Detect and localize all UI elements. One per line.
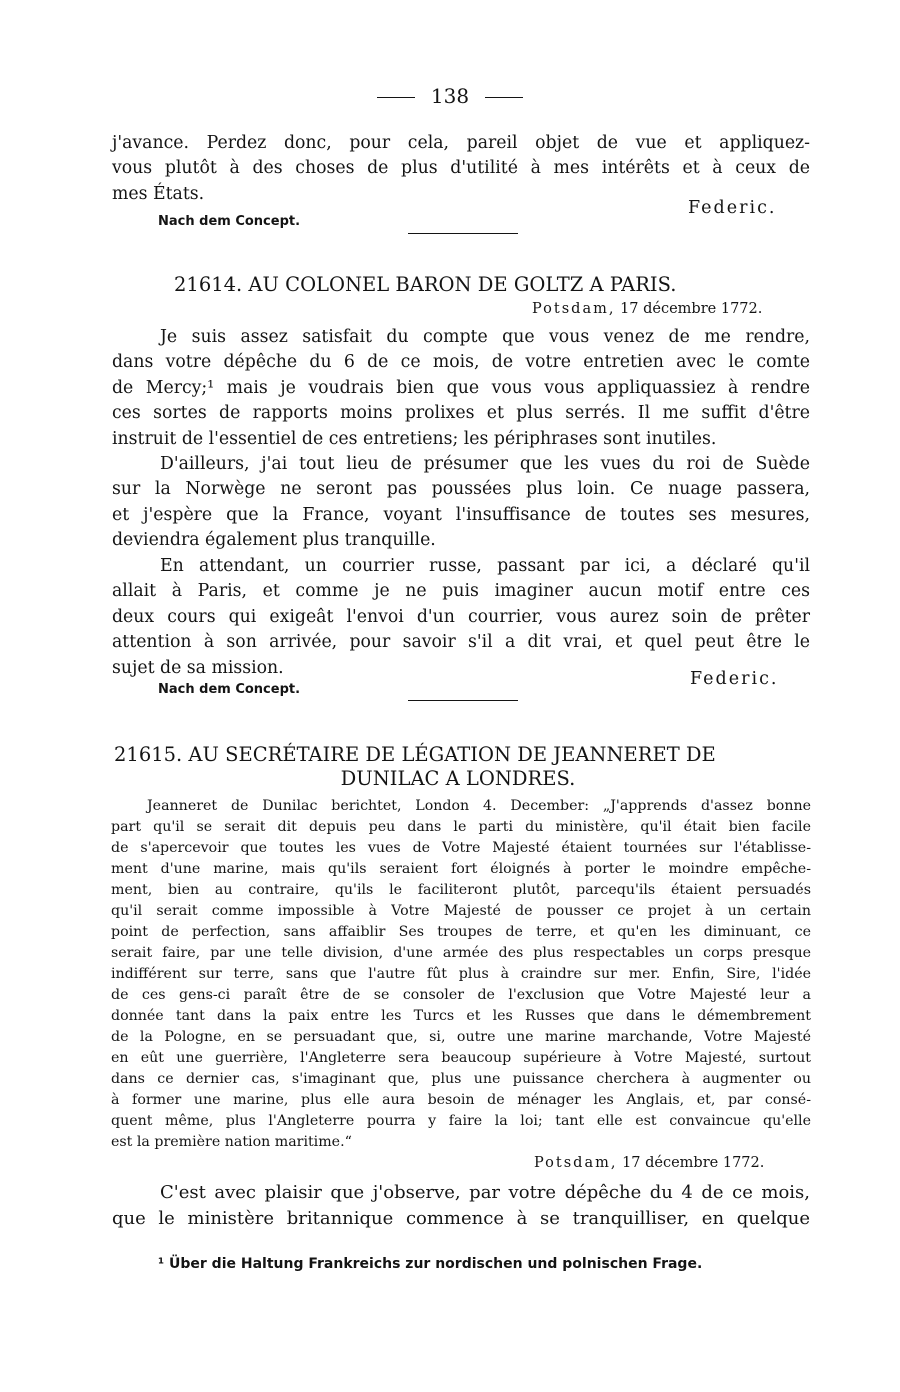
text-line: indifférent sur terre, sans que l'autre fût plus à craindre sur mer. Enfin, Sire, l'idée: [111, 966, 811, 982]
text-line: ment d'une marine, mais qu'ils seraient fort éloignés à porter le moindre empêche-: [111, 861, 811, 877]
text-line: deviendra également plus tranquille.: [112, 530, 436, 551]
text-line: vous plutôt à des choses de plus d'utilité à mes intérêts et à ceux de: [112, 158, 810, 179]
letter-paragraph: [112, 325, 810, 452]
signature: Federic.: [690, 669, 779, 689]
dateline-place: Potsdam,: [534, 1155, 618, 1171]
text-line: instruit de l'essentiel de ces entretiens; les périphrases sont inutiles.: [112, 428, 717, 449]
letter-paragraph: [112, 452, 810, 554]
text-line: de la Pologne, en se persuadant que, si, outre une marine marchande, Votre Majesté: [111, 1029, 811, 1045]
text-line: mes États.: [112, 183, 205, 204]
text-line: de Mercy;¹ mais je voudrais bien que vous vous appliquassiez à rendre: [112, 377, 810, 398]
text-line: est la première nation maritime.“: [111, 1134, 352, 1150]
text-line: qu'il serait comme impossible à Votre Majesté de pousser ce projet à un certain: [111, 903, 811, 919]
footnote: ¹ Über die Haltung Frankreichs zur nordischen und polnischen Frage.: [158, 1256, 703, 1272]
text-line: part qu'il se serait dit depuis peu dans le parti du ministère, qu'il était bien facile: [111, 819, 811, 835]
text-line: de ces gens-ci paraît être de se consoler de l'exclusion que Votre Majesté leur a: [111, 987, 811, 1003]
text-line: C'est avec plaisir que j'observe, par votre dépêche du 4 de ce mois,: [160, 1182, 810, 1203]
text-line: de s'apercevoir que toutes les vues de Votre Majesté étaient tournées sur l'établisse-: [111, 840, 811, 856]
text-line: que le ministère britannique commence à se tranquilliser, en quelque: [112, 1208, 810, 1229]
dateline-date: 17 décembre 1772.: [622, 1155, 765, 1171]
letter-heading: 21615. AU SECRÉTAIRE DE LÉGATION DE JEANNERET DE: [114, 743, 716, 766]
letter-heading-line2: DUNILAC A LONDRES.: [340, 767, 576, 790]
text-line: serait faire, par une telle division, d'une armée des plus respectables un corps presque: [111, 945, 811, 961]
text-line: dans votre dépêche du 6 de ce mois, de votre entretien avec le comte: [112, 352, 810, 373]
text-line: ces sortes de rapports moins prolixes et plus serrés. Il me suffit d'être: [112, 403, 810, 424]
text-line: attention à son arrivée, pour savoir s'il a dit vrai, et quel peut être le: [112, 632, 810, 653]
signature: Federic.: [688, 198, 777, 218]
text-line: en eût une guerrière, l'Angleterre sera beaucoup supérieure à Votre Majesté, surtout: [111, 1050, 811, 1066]
source-note: Nach dem Concept.: [158, 682, 301, 697]
text-line: Jeanneret de Dunilac berichtet, London 4. December: „J'apprends d'assez bonne: [147, 798, 811, 814]
text-line: à former une marine, plus elle aura besoin de ménager les Anglais, et, par consé-: [111, 1092, 811, 1108]
text-line: ment, bien au contraire, qu'ils le faciliteront plutôt, parcequ'ils étaient persuadés: [111, 882, 811, 898]
letter-paragraph: [112, 1180, 810, 1232]
dateline: [532, 301, 762, 317]
text-line: Je suis assez satisfait du compte que vous venez de me rendre,: [160, 327, 810, 347]
section-rule: [408, 233, 518, 234]
page-number-text: 138: [430, 84, 470, 108]
text-line: et j'espère que la France, voyant l'insuffisance de toutes ses mesures,: [112, 504, 810, 525]
text-line: quent même, plus l'Angleterre pourra y faire la loi; tant elle est convaincue qu'elle: [111, 1113, 811, 1129]
text-line: donnée tant dans la paix entre les Turcs et les Russes que dans le démembrement: [111, 1008, 811, 1024]
letter-paragraph: [112, 554, 810, 681]
text-line: dans ce dernier cas, s'imaginant que, plus une puissance cherchera à augmenter ou: [111, 1071, 811, 1087]
text-line: allait à Paris, et comme je ne puis imaginer aucun motif entre ces: [112, 581, 810, 602]
text-line: sujet de sa mission.: [112, 657, 284, 678]
page-number-dash-right: [485, 97, 523, 98]
page-number: [0, 84, 900, 108]
dateline-date: 17 décembre 1772.: [620, 301, 763, 317]
text-line: j'avance. Perdez donc, pour cela, pareil objet de vue et appliquez-: [112, 133, 810, 153]
text-line: point de perfection, sans affaiblir Ses troupes de terre, et qu'en les diminuant, ce: [111, 924, 811, 940]
dateline-place: Potsdam,: [532, 301, 616, 317]
letter-heading: 21614. AU COLONEL BARON DE GOLTZ A PARIS.: [174, 273, 677, 296]
continuation-paragraph: [112, 131, 810, 207]
dateline: [534, 1155, 764, 1171]
section-rule: [408, 700, 518, 701]
text-line: En attendant, un courrier russe, passant par ici, a déclaré qu'il: [160, 556, 810, 576]
text-line: deux cours qui exigeât l'envoi d'un courrier, vous aurez soin de prêter: [112, 606, 810, 627]
text-line: D'ailleurs, j'ai tout lieu de présumer que les vues du roi de Suède: [160, 454, 810, 474]
report-summary: [111, 796, 811, 1153]
source-note: Nach dem Concept.: [158, 214, 301, 229]
text-line: sur la Norwège ne seront pas poussées plus loin. Ce nuage passera,: [112, 479, 810, 500]
page-number-dash-left: [377, 97, 415, 98]
